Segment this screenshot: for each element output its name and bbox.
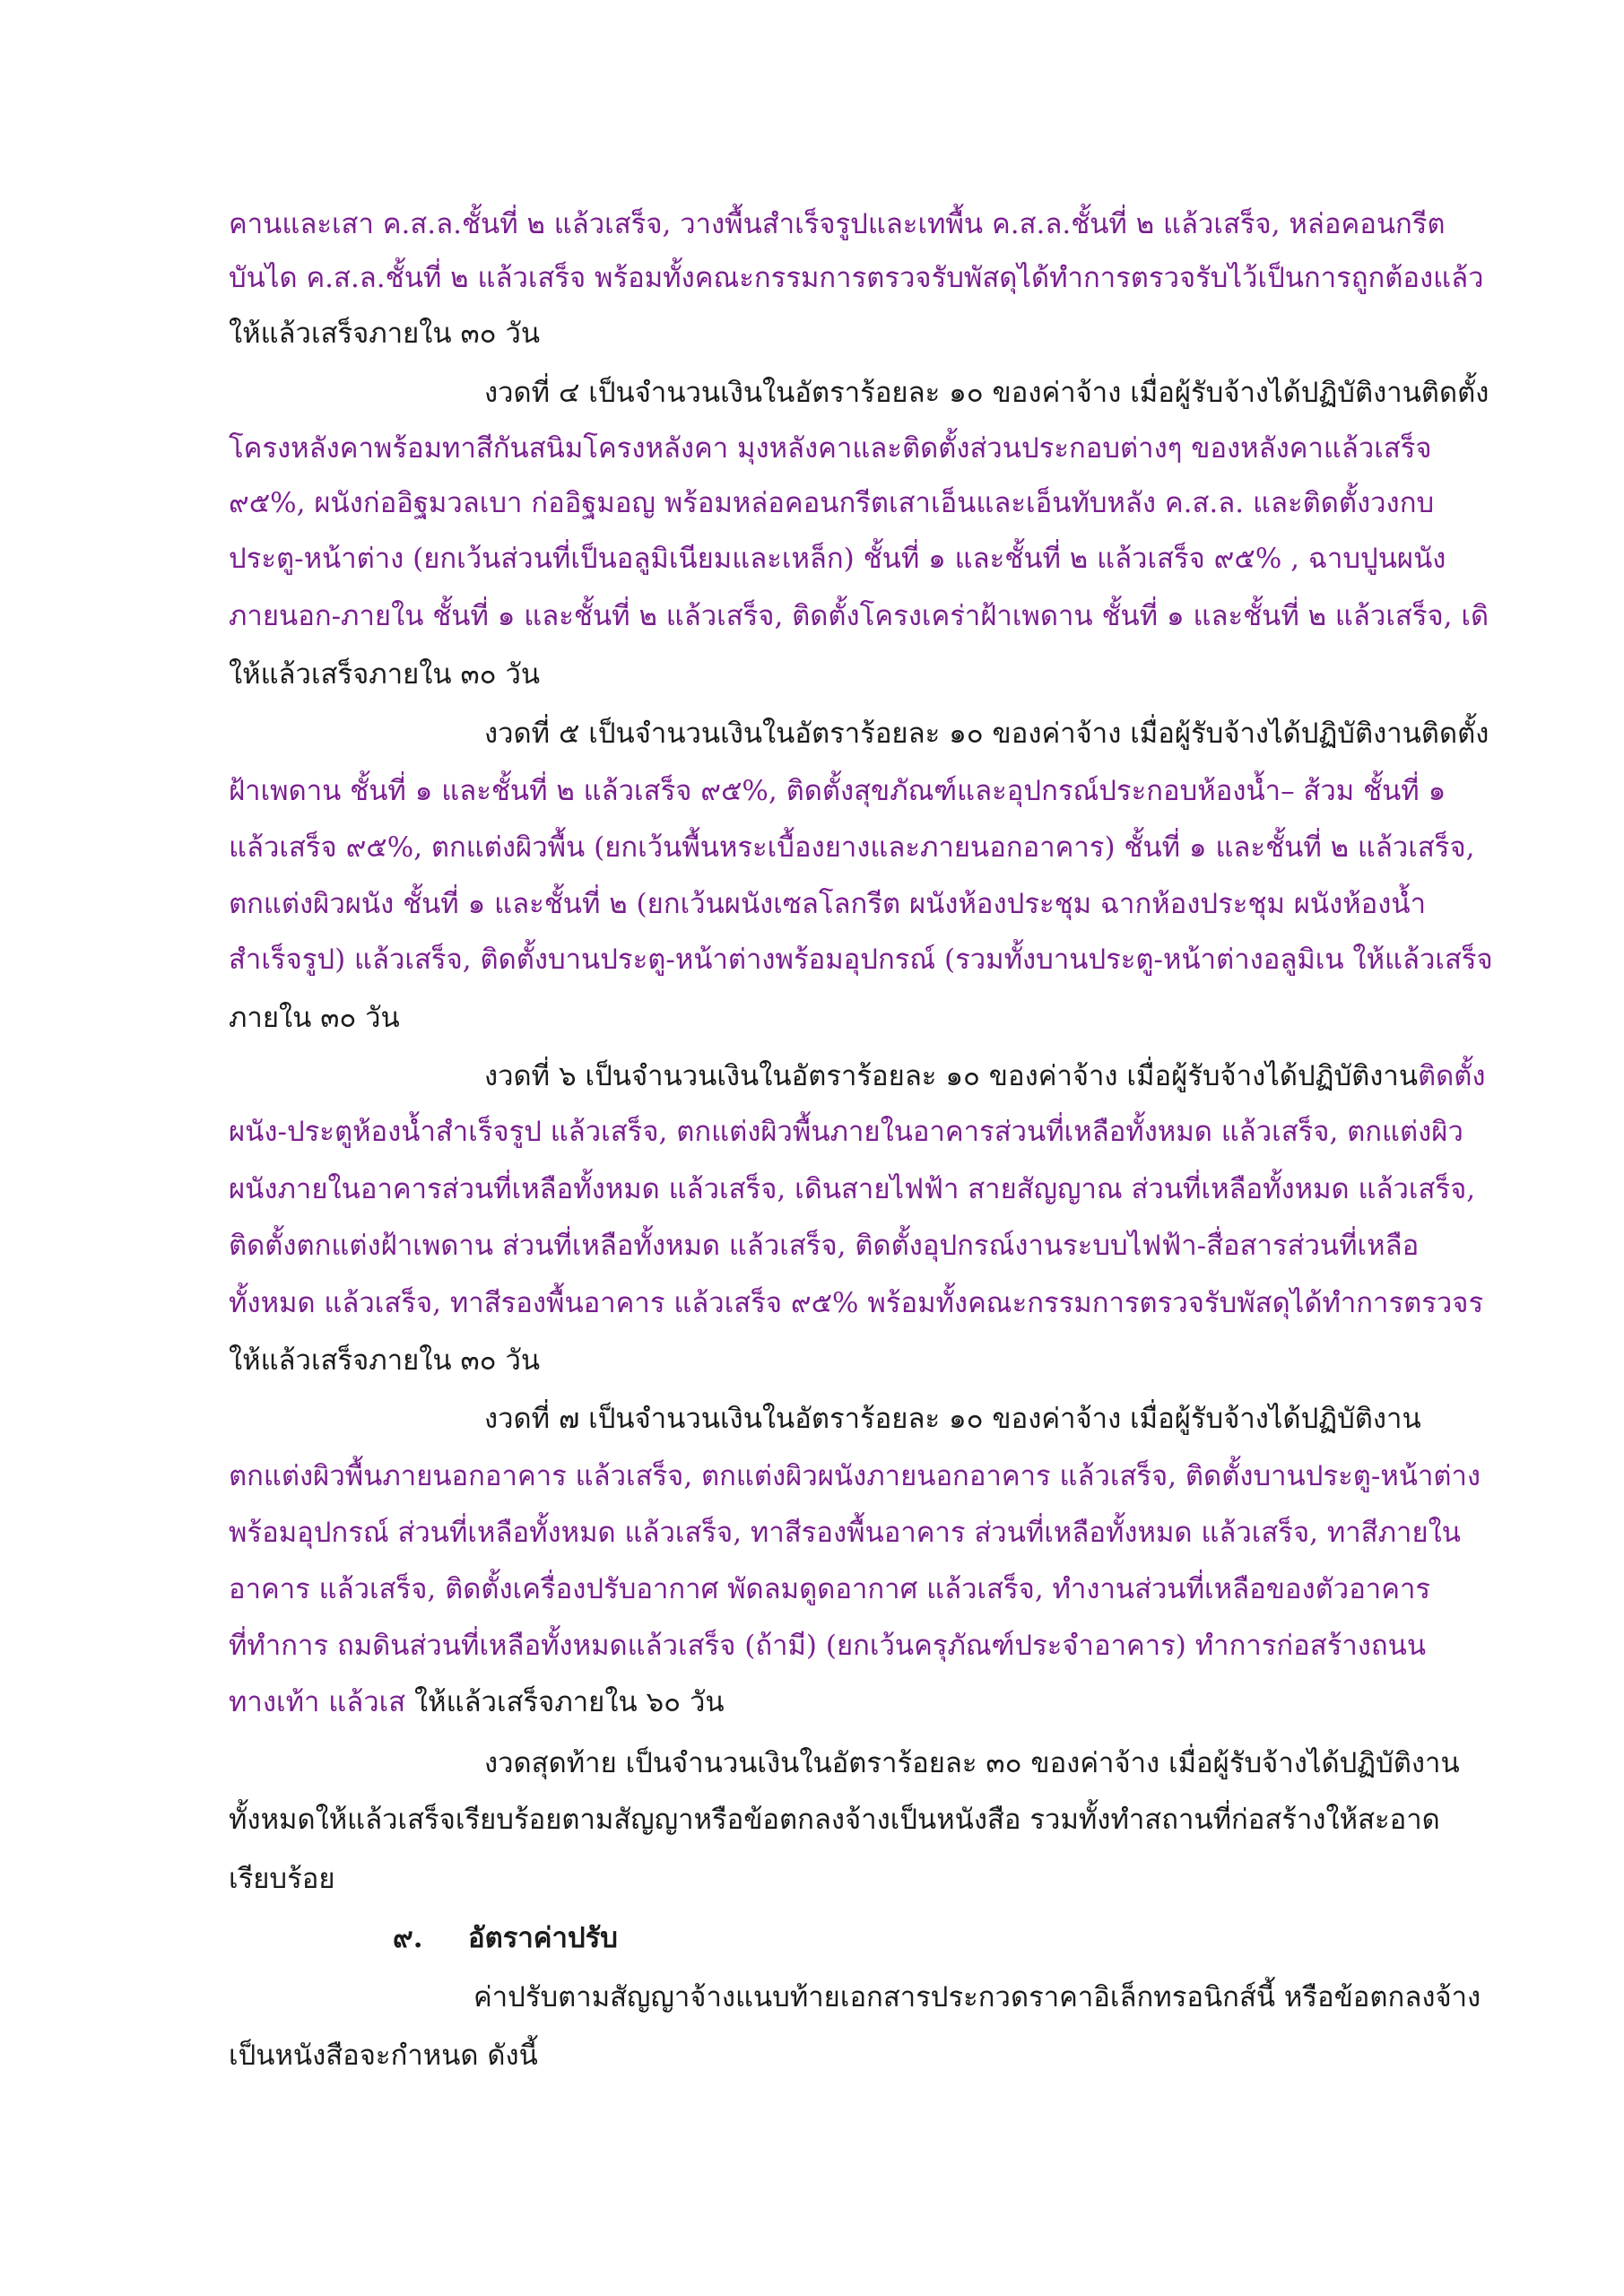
text-line: [229, 1343, 540, 1378]
text-line: [229, 260, 1484, 296]
text-segment: ทั้งหมดให้แล้วเสร็จเรียบร้อยตามสัญญาหรือข้อตกลงจ้างเป็นหนังสือ รวมทั้งทำสถานที่ก่อสร้างให้สะอาด: [229, 1804, 1440, 1836]
text-segment: งวดที่ ๕ เป็นจำนวนเงินในอัตราร้อยละ ๑๐ ของค่าจ้าง เมื่อผู้รับจ้างได้ปฏิบัติงานติดตั้ง: [484, 718, 1489, 750]
text-line: [229, 1114, 1463, 1150]
text-line: [229, 886, 1426, 922]
text-segment: ภายใน ๓๐ วัน: [229, 1002, 400, 1034]
text-segment: เรียบร้อย: [229, 1863, 335, 1895]
text-segment: ทั้งหมด แล้วเสร็จ, ทาสีรองพื้นอาคาร แล้วเสร็จ ๙๕% พร้อมทั้งคณะกรรมการตรวจรับพัสดุได้ทำการตรวจร: [229, 1287, 1484, 1319]
text-line: [229, 942, 1493, 978]
text-line: [229, 1228, 1419, 1264]
text-segment: พร้อมอุปกรณ์ ส่วนที่เหลือทั้งหมด แล้วเสร็จ, ทาสีรองพื้นอาคาร ส่วนที่เหลือทั้งหมด แล้วเสร็จ, ทาสีภายใน: [229, 1517, 1461, 1549]
text-segment: ผนัง-ประตูห้องน้ำสำเร็จรูป แล้วเสร็จ, ตกแต่งผิวพื้นภายในอาคารส่วนที่เหลือทั้งหมด แล้วเสร็จ, ตกแต่งผิว: [229, 1116, 1463, 1148]
text-segment: ตกแต่งผิวผนัง ชั้นที่ ๑ และชั้นที่ ๒ (ยกเว้นผนังเซลโลกรีต ผนังห้องประชุม ฉากห้องประชุม ผนังห้องน้ำ: [229, 888, 1427, 920]
text-segment: เป็นหนังสือจะกำหนด ดังนี้: [229, 2039, 538, 2072]
text-segment: งวดที่ ๔ เป็นจำนวนเงินในอัตราร้อยละ ๑๐ ของค่าจ้าง เมื่อผู้รับจ้างได้ปฏิบัติงานติดตั้ง: [484, 377, 1489, 409]
text-segment: ติดตั้งตกแต่งฝ้าเพดาน ส่วนที่เหลือทั้งหมด แล้วเสร็จ, ติดตั้งอุปกรณ์งานระบบไฟฟ้า-สื่อสารส่วนที่เหลือ: [229, 1230, 1420, 1262]
text-segment: ให้แล้วเสร็จภายใน ๓๐ วัน: [229, 1344, 541, 1377]
text-line: [229, 541, 1446, 577]
text-line: [229, 773, 1446, 809]
text-segment: ติดตั้ง: [1418, 1060, 1486, 1092]
text-line: [473, 1979, 1481, 2015]
text-segment: ตกแต่งผิวพื้นภายนอกอาคาร แล้วเสร็จ, ตกแต่งผิวผนังภายนอกอาคาร แล้วเสร็จ, ติดตั้งบานประตู-หน้าต่าง: [229, 1460, 1481, 1492]
text-segment: งวดสุดท้าย เป็นจำนวนเงินในอัตราร้อยละ ๓๐ ของค่าจ้าง เมื่อผู้รับจ้างได้ปฏิบัติงาน: [484, 1747, 1460, 1779]
text-segment: คานและเสา ค.ส.ล.ชั้นที่ ๒ แล้วเสร็จ, วางพื้นสำเร็จรูปและเทพื้น ค.ส.ล.ชั้นที่ ๒ แล้วเสร็จ, หล่อคอนกรีต: [229, 208, 1446, 240]
text-segment: โครงหลังคาพร้อมทาสีกันสนิมโครงหลังคา มุงหลังคาและติดตั้งส่วนประกอบต่างๆ ของหลังคาแล้วเสร็จ: [229, 432, 1432, 465]
text-segment: ให้แล้วเสร็จภายใน ๓๐ วัน: [229, 658, 541, 691]
text-line: [229, 1802, 1440, 1838]
text-segment: งวดที่ ๖ เป็นจำนวนเงินในอัตราร้อยละ ๑๐ ของค่าจ้าง เมื่อผู้รับจ้างได้ปฏิบัติงาน: [484, 1060, 1419, 1092]
text-segment: อาคาร แล้วเสร็จ, ติดตั้งเครื่องปรับอากาศ พัดลมดูดอากาศ แล้วเสร็จ, ทำงานส่วนที่เหลือของตัวอาคาร: [229, 1573, 1431, 1605]
text-line: [229, 1861, 335, 1897]
text-segment: ทางเท้า แล้วเส: [229, 1686, 415, 1718]
text-segment: ๙๕%, ผนังก่ออิฐมวลเบา ก่ออิฐมอญ พร้อมหล่อคอนกรีตเสาเอ็นและเอ็นทับหลัง ค.ส.ล. และติดตั้งวงกบ: [229, 487, 1435, 519]
text-line: [229, 1571, 1430, 1607]
text-line: [484, 716, 1489, 752]
text-line: [229, 1515, 1461, 1551]
text-line: [229, 316, 540, 352]
text-line: [484, 375, 1489, 411]
text-line: [229, 2038, 538, 2074]
text-line: [229, 1684, 725, 1720]
text-line: [229, 206, 1446, 242]
text-line: [229, 657, 540, 692]
text-segment: งวดที่ ๗ เป็นจำนวนเงินในอัตราร้อยละ ๑๐ ของค่าจ้าง เมื่อผู้รับจ้างได้ปฏิบัติงาน: [484, 1403, 1421, 1435]
text-segment: ประตู-หน้าต่าง (ยกเว้นส่วนที่เป็นอลูมิเนียมและเหล็ก) ชั้นที่ ๑ และชั้นที่ ๒ แล้วเสร็จ ๙๕% , ฉาบปูนผนัง: [229, 543, 1446, 575]
text-line: [229, 430, 1432, 466]
text-line: [229, 1000, 400, 1036]
text-line: [484, 1745, 1460, 1781]
text-segment: สำเร็จรูป) แล้วเสร็จ, ติดตั้งบานประตู-หน้าต่างพร้อมอุปกรณ์ (รวมทั้งบานประตู-หน้าต่างอลูมิเน ให้แล้วเสร็จ: [229, 944, 1493, 976]
text-line: [229, 1285, 1483, 1321]
text-line: [229, 1458, 1481, 1494]
text-segment: ให้แล้วเสร็จภายใน ๖๐ วัน: [414, 1686, 725, 1718]
text-line: [229, 485, 1434, 521]
text-line: [229, 598, 1489, 634]
section-title: อัตราค่าปรับ: [468, 1922, 618, 1954]
text-line: [229, 1628, 1426, 1664]
text-line: [229, 1171, 1475, 1207]
text-segment: แล้วเสร็จ ๙๕%, ตกแต่งผิวพื้น (ยกเว้นพื้นหระเบื้องยางและภายนอกอาคาร) ชั้นที่ ๑ และชั้นที่ ๒ แล้วเสร็จ,: [229, 831, 1475, 864]
text-segment: ที่ทำการ ถมดินส่วนที่เหลือทั้งหมดแล้วเสร็จ (ถ้ามี) (ยกเว้นครุภัณฑ์ประจำอาคาร) ทำการก่อสร้างถนน: [229, 1630, 1427, 1662]
text-segment: ค่าปรับตามสัญญาจ้างแนบท้ายเอกสารประกวดราคาอิเล็กทรอนิกส์นี้ หรือข้อตกลงจ้าง: [473, 1981, 1481, 2013]
text-line: [229, 830, 1474, 865]
section-number: ๙.: [393, 1922, 423, 1954]
text-segment: ให้แล้วเสร็จภายใน ๓๐ วัน: [229, 317, 541, 350]
text-line: [484, 1401, 1421, 1437]
text-segment: ภายนอก-ภายใน ชั้นที่ ๑ และชั้นที่ ๒ แล้วเสร็จ, ติดตั้งโครงเคร่าฝ้าเพดาน ชั้นที่ ๑ และชั้นที่ ๒ แล้วเสร็จ, เดิ: [229, 600, 1489, 632]
text-segment: ฝ้าเพดาน ชั้นที่ ๑ และชั้นที่ ๒ แล้วเสร็จ ๙๕%, ติดตั้งสุขภัณฑ์และอุปกรณ์ประกอบห้องน้ำ– ส้วม ชั้นที่ ๑: [229, 775, 1446, 807]
text-segment: ผนังภายในอาคารส่วนที่เหลือทั้งหมด แล้วเสร็จ, เดินสายไฟฟ้า สายสัญญาณ ส่วนที่เหลือทั้งหมด แล้วเสร็จ,: [229, 1173, 1476, 1205]
text-line: [484, 1058, 1486, 1094]
text-segment: บันได ค.ส.ล.ชั้นที่ ๒ แล้วเสร็จ พร้อมทั้งคณะกรรมการตรวจรับพัสดุได้ทำการตรวจรับไว้เป็นการถูกต้องแล้ว: [229, 262, 1484, 294]
